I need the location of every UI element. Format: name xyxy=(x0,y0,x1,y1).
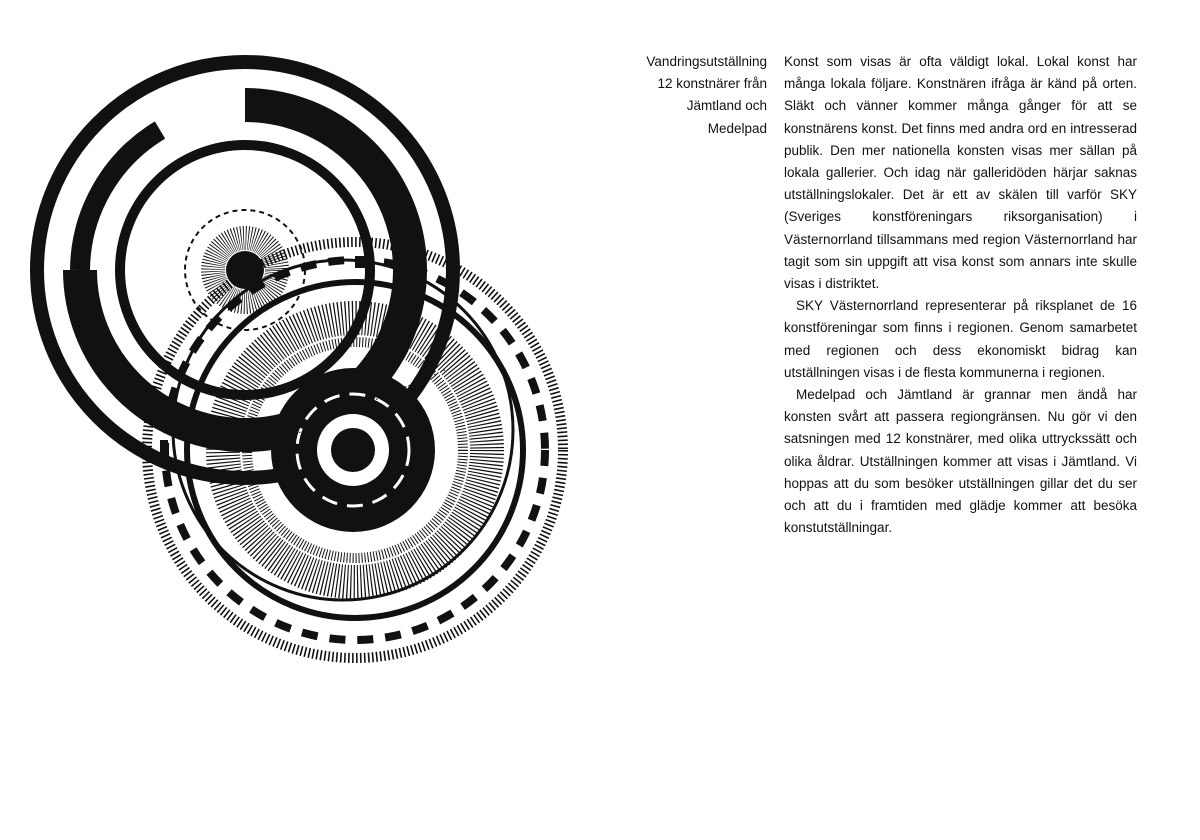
caption-line: Medelpad xyxy=(707,120,767,136)
paragraph: SKY Västernorrland representerar på riksplanet de 16 konstföreningar som finns i regionen. Genom samarbetet med regionen och dess ekonomiskt bidrag kan utställningen visas i de flesta kommunerna i regionen. xyxy=(784,298,1137,380)
paragraph: Medelpad och Jämtland är grannar men ändå har konsten svårt att passera regiongränsen. Nu gör vi den satsningen med 12 konstnärer, med olika uttryckssätt och olika åldrar. Utställningen kommer att visas i Jämtland. Vi hoppas att du som besöker utställningen gillar det du ser och att du i framtiden med glädje kommer att besöka konstutställningar. xyxy=(784,387,1137,536)
caption-line: Vandringsutställning xyxy=(646,54,767,69)
circles-artwork xyxy=(20,45,580,675)
paragraph: Konst som visas är ofta väldigt lokal. Lokal konst har många lokala följare. Konstnären ifråga är känd på orten. Släkt och vänner kommer många gånger för att se konstnärens konst. Det finns med andra ord en intresserad publik. Den mer nationella konsten visas mer sällan på lokala gallerier. Och idag när galleridöden härjar saknas utställningslokaler. Det är ett av skälen till varför SKY (Sveriges konstföreningars riksorganisation) i Västernorrland tillsammans med region Västernorrland har tagit som sin uppgift att visa konst som annars inte skulle visas i distriktet. xyxy=(784,54,1137,292)
caption-line: 12 konstnärer från xyxy=(657,76,767,92)
caption-line: Jämtland och xyxy=(686,98,767,114)
sidebar-caption xyxy=(600,51,767,140)
center-disc xyxy=(271,368,435,532)
body-text xyxy=(784,51,1137,539)
small-block-mark xyxy=(355,256,367,268)
small-bar-mark xyxy=(160,440,168,460)
